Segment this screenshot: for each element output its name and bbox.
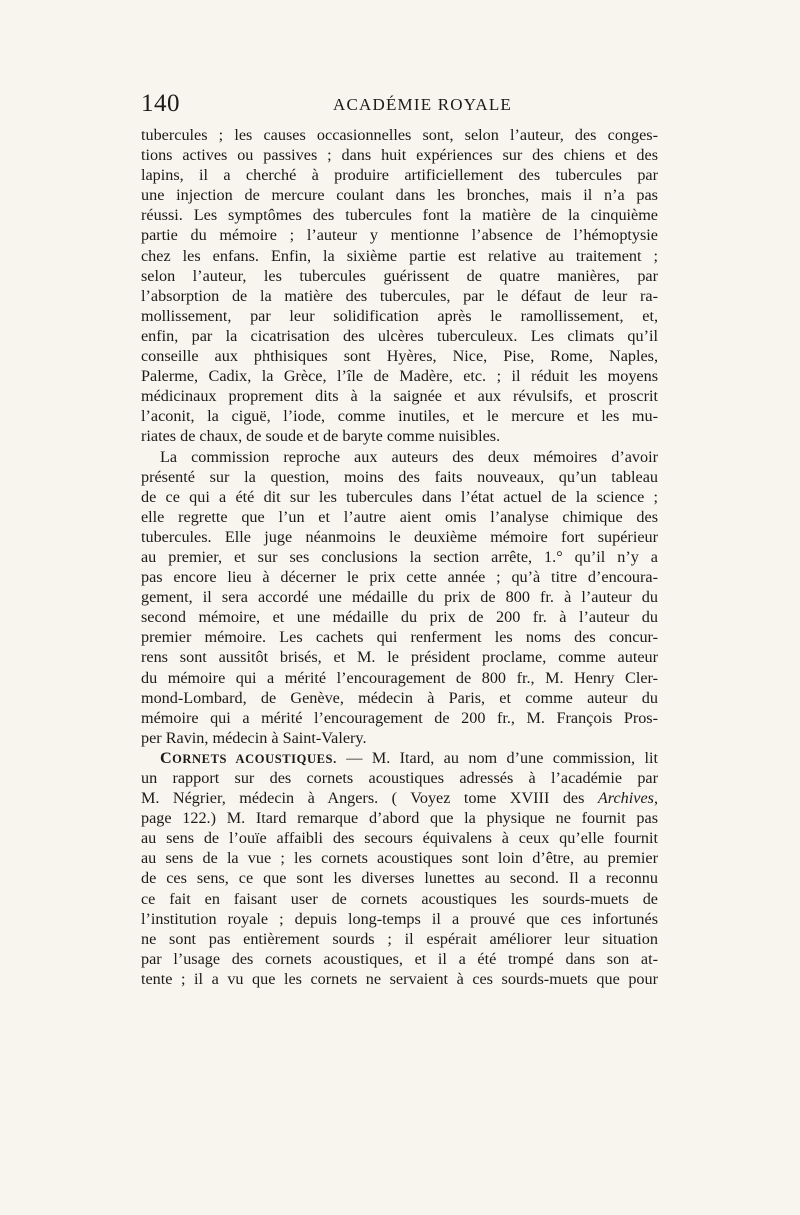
text-line: ne sont pas entièrement sourds ; il espérait améliorer leur situation [141, 929, 658, 948]
text-line: au sens de l’ouïe affaibli des secours équivalens à ceux qu’elle fournit [141, 829, 658, 848]
text-fragment: , [653, 789, 658, 808]
text-line: lapins, il a cherché à produire artificiellement des tubercules par [141, 166, 658, 185]
text-line: par l’usage des cornets acoustiques, et il a été trompé dans son at- [141, 949, 658, 968]
text-line: per Ravin, médecin à Saint-Valery. [141, 728, 367, 747]
text-line: du mémoire qui a mérité l’encouragement de 800 fr., M. Henry Cler- [141, 668, 658, 687]
text-line: médicinaux proprement dits à la saignée et aux révulsifs, et proscrit [141, 387, 658, 406]
text-line: second mémoire, et une médaille du prix de 200 fr. à l’auteur du [141, 608, 658, 627]
text-line: présenté sur la question, moins des faits nouveaux, qu’un tableau [141, 467, 658, 486]
text-line: un rapport sur des cornets acoustiques adressés à l’académie par [141, 769, 658, 787]
text-line: l’aconit, la ciguë, l’iode, comme inutiles, et le mercure et les mu- [141, 407, 658, 426]
text-line: page 122.) M. Itard remarque d’abord que la physique ne fournit pas [141, 809, 658, 828]
text-line: de ces sens, ce que sont les diverses lunettes au second. Il a reconnu [141, 869, 658, 888]
text-line: tente ; il a vu que les cornets ne servaient à ces sourds-muets que pour [141, 969, 658, 988]
text-line: enfin, par la cicatrisation des ulcères tuberculeux. Les climats qu’il [141, 326, 658, 345]
text-line: La commission reproche aux auteurs des deux mémoires d’avoir [160, 447, 658, 466]
text-line: selon l’auteur, les tubercules guérissent de quatre manières, par [141, 266, 658, 285]
text-line: elle regrette que l’un et l’autre aient omis l’analyse chimique des [141, 507, 658, 526]
text-line: gement, il sera accordé une médaille du prix de 800 fr. à l’auteur du [141, 588, 658, 607]
text-line: tubercules ; les causes occasionnelles sont, selon l’auteur, des conges- [141, 126, 658, 144]
text-line: Palerme, Cadix, la Grèce, l’île de Madère, etc. ; il réduit les moyens [141, 367, 658, 386]
section-heading: ORNETS ACOUSTIQUES. [172, 751, 337, 766]
text-line-section-start [141, 748, 658, 768]
running-head [141, 90, 658, 122]
text-line: une injection de mercure coulant dans les bronches, mais il n’a pas [141, 186, 658, 205]
text-line: rens sont aussitôt brisés, et M. le président proclame, comme auteur [141, 648, 658, 667]
text-line: au premier, et sur ses conclusions la section arrête, 1.° qu’il n’y a [141, 547, 658, 566]
text-line: premier mémoire. Les cachets qui renferment les noms des concur- [141, 628, 658, 647]
text-line: l’absorption de la matière des tubercules, par le défaut de leur ra- [141, 286, 658, 305]
text-line: pas encore lieu à décerner le prix cette année ; qu’à titre d’encoura- [141, 568, 658, 587]
section-heading-initial: C [160, 748, 173, 767]
text-line: mollissement, par leur solidification après le ramollissement, et, [141, 306, 658, 325]
text-line: de ce qui a été dit sur les tubercules dans l’état actuel de la science ; [141, 487, 658, 506]
text-line: riates de chaux, de soude et de baryte comme nuisibles. [141, 427, 501, 446]
text-line: tions actives ou passives ; dans huit expériences sur des chiens et des [141, 146, 658, 165]
text-fragment: — M. Itard, au nom d’une commission, lit [346, 748, 658, 767]
running-title: ACADÉMIE ROYALE [333, 95, 513, 114]
text-line: tubercules. Elle juge néanmoins le deuxième mémoire fort supérieur [141, 527, 658, 546]
text-line-with-citation [141, 788, 658, 808]
text-line: mémoire qui a mérité l’encouragement de 200 fr., M. François Pros- [141, 708, 658, 727]
text-line: réussi. Les symptômes des tubercules font la matière de la cinquième [141, 206, 658, 225]
text-line: partie du mémoire ; l’auteur y mentionne l’absence de l’hémoptysie [141, 226, 658, 245]
text-line: au sens de la vue ; les cornets acoustiques sont loin d’être, au premier [141, 849, 658, 868]
text-line: ce fait en faisant user de cornets acoustiques les sourds-muets de [141, 889, 658, 908]
body-text [141, 125, 658, 989]
journal-title: Archives [597, 789, 654, 808]
text-line: conseille aux phthisiques sont Hyères, Nice, Pise, Rome, Naples, [141, 347, 658, 366]
page-number: 140 [141, 90, 180, 117]
text-fragment: M. Négrier, médecin à Angers. ( Voyez tome XVIII des [141, 789, 598, 808]
text-line: mond-Lombard, de Genève, médecin à Paris, et comme auteur du [141, 688, 658, 707]
text-line: chez les enfans. Enfin, la sixième partie est relative au traitement ; [141, 246, 658, 265]
text-line: l’institution royale ; depuis long-temps il a prouvé que ces infortunés [141, 909, 658, 928]
